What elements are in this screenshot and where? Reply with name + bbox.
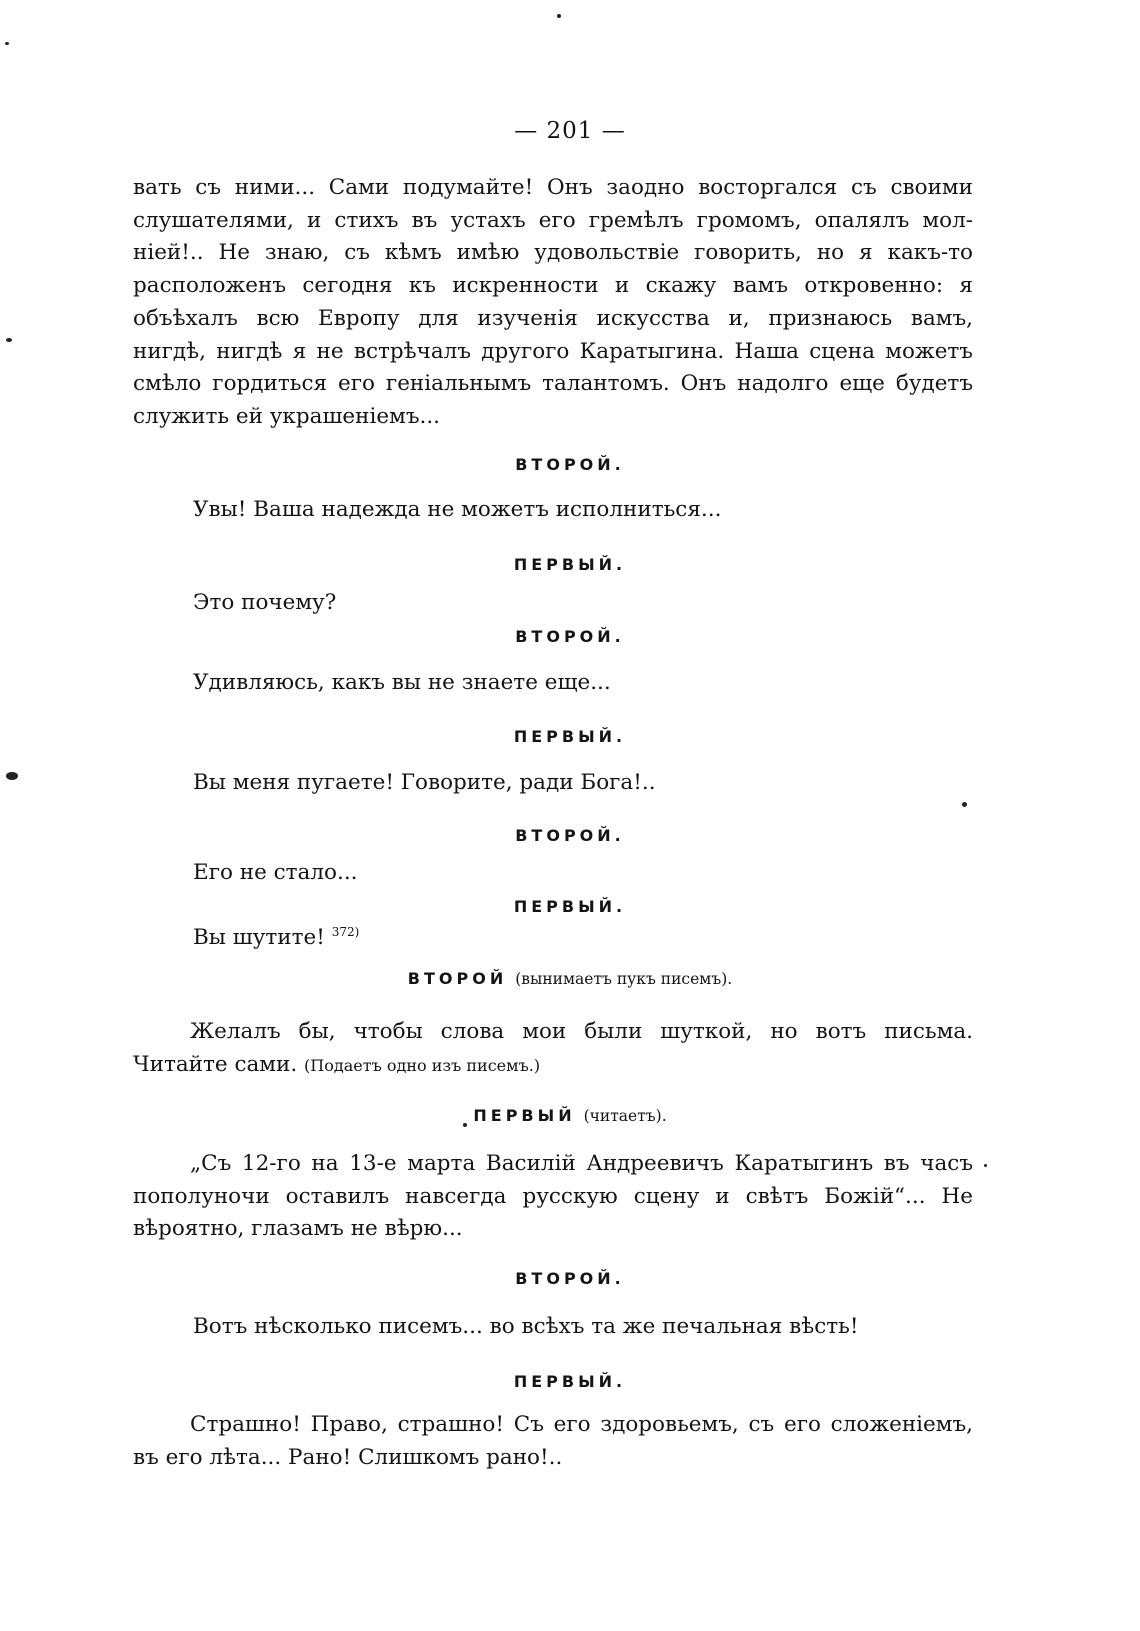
speaker-heading (0, 1106, 1140, 1125)
text-line (133, 1409, 973, 1442)
paragraph-closing (133, 1409, 973, 1474)
print-speck (984, 1164, 987, 1167)
dialogue-text: Вы шутите! (193, 925, 325, 950)
speaker-heading: ВТОРОЙ. (515, 1269, 625, 1288)
speaker-name: ПЕРВЫЙ (473, 1106, 576, 1125)
speaker-heading: ПЕРВЫЙ. (513, 897, 627, 916)
text-line: смѣло гордиться его генiальнымъ талантомъ. Онъ надолго еще будетъ (133, 371, 973, 397)
text-line: слушателями, и стихъ въ устахъ его гремѣлъ громомъ, опалялъ мол- (133, 207, 973, 233)
page-number: — 201 — (514, 118, 626, 144)
speaker-name: ВТОРОЙ (407, 969, 508, 988)
paragraph-letter-reading (133, 1148, 973, 1246)
dialogue-line: Вы меня пугаете! Говорите, ради Бога!.. (193, 770, 656, 795)
text-line-content: Читайте сами. (133, 1051, 298, 1077)
dialogue-line: Удивляюсь, какъ вы не знаете еще... (193, 670, 611, 695)
speaker-heading: ВТОРОЙ. (515, 627, 625, 646)
print-speck (5, 42, 9, 45)
text-line (133, 1148, 973, 1181)
text-line: объѣхалъ всю Европу для изученiя искусства и, признаюсь вамъ, (133, 305, 973, 331)
text-line-content: Страшно! Право, страшно! Съ его здоровьемъ, съ его сложенiемъ, (190, 1412, 973, 1437)
speaker-heading: ПЕРВЫЙ. (513, 727, 627, 746)
footnote-reference: 372) (331, 924, 360, 939)
text-line-content: „Съ 12-го на 13-е марта Василiй Андреевичъ Каратыгинъ въ часъ (190, 1151, 973, 1176)
text-line (133, 1049, 973, 1083)
paragraph-letters (133, 1016, 973, 1082)
text-line: въ его лѣта... Рано! Слишкомъ рано!.. (133, 1444, 563, 1470)
speaker-heading: ПЕРВЫЙ. (513, 555, 627, 574)
text-line: вать съ ними... Сами подумайте! Онъ заодно восторгался съ своими (133, 175, 973, 200)
text-line: нигдѣ, нигдѣ я не встрѣчалъ другого Каратыгина. Наша сцена можетъ (133, 338, 973, 364)
dialogue-line: Вотъ нѣсколько писемъ... во всѣхъ та же печальная вѣсть! (193, 1314, 859, 1339)
print-speck (557, 14, 561, 18)
text-line-content: Желалъ бы, чтобы слова мои были шуткой, но вотъ письма. (190, 1019, 973, 1044)
speaker-heading: ВТОРОЙ. (515, 455, 625, 474)
text-line: пополуночи оставилъ навсегда русскую сцену и свѣтъ Божiй“... Не (133, 1183, 973, 1209)
print-speck (6, 338, 12, 342)
speaker-heading: ВТОРОЙ. (515, 826, 625, 845)
print-speck (6, 772, 18, 780)
text-line (133, 1016, 973, 1049)
dialogue-line: Это почему? (193, 590, 337, 615)
inline-stage-direction: (Подаетъ одно изъ писемъ.) (304, 1055, 541, 1075)
dialogue-line: Увы! Ваша надежда не можетъ исполниться... (193, 497, 722, 522)
speaker-heading: ПЕРВЫЙ. (513, 1372, 627, 1391)
print-speck (962, 802, 967, 807)
stage-direction: (вынимаетъ пукъ писемъ). (515, 970, 733, 988)
stage-direction: (читаетъ). (583, 1107, 667, 1125)
dialogue-line: Его не стало... (193, 860, 358, 885)
speaker-heading (0, 969, 1140, 988)
text-line: нiей!.. Не знаю, съ кѣмъ имѣю удовольствiе говорить, но я какъ-то (133, 240, 973, 266)
text-line: расположенъ сегодня къ искренности и скажу вамъ откровенно: я (133, 273, 973, 299)
paragraph-opening (133, 172, 973, 434)
dialogue-line (193, 922, 359, 954)
text-line: вѣроятно, глазамъ не вѣрю... (133, 1216, 463, 1242)
text-line: служить ей украшенiемъ... (133, 403, 440, 429)
